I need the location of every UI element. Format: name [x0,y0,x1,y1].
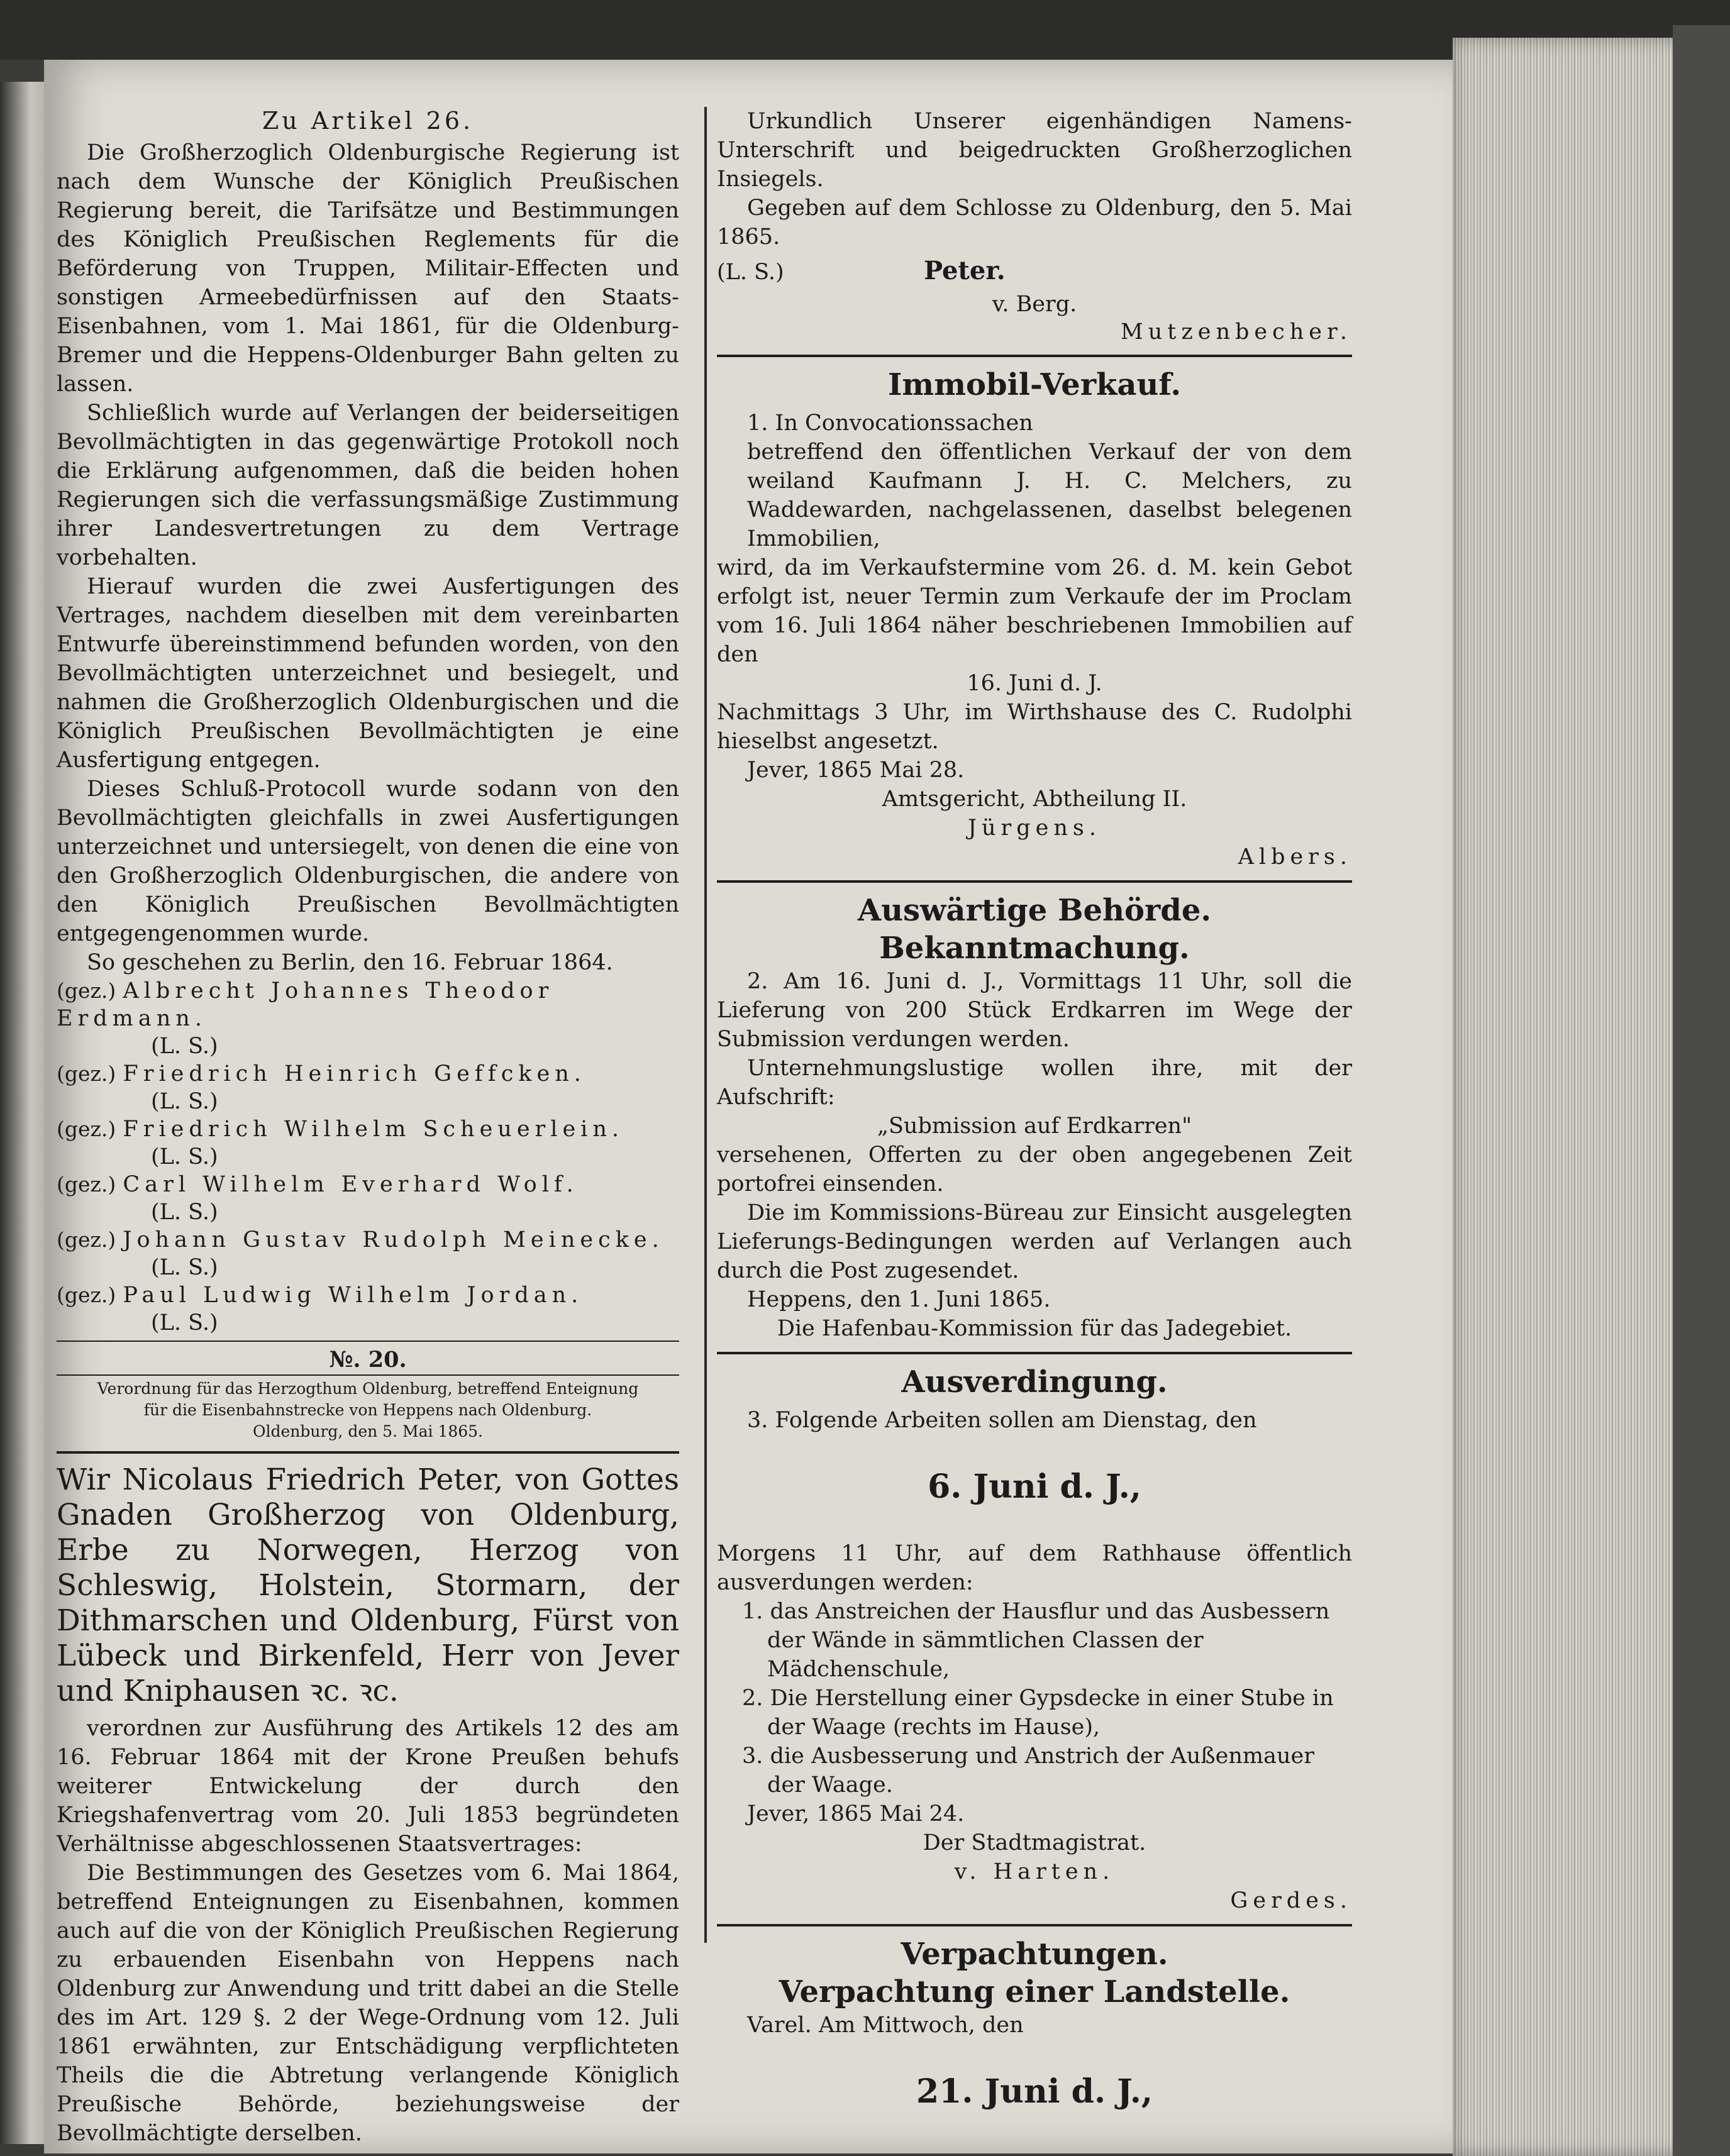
date-line: 21. Juni d. J., [916,2072,1153,2111]
court: Amtsgericht, Abtheilung II. [882,787,1187,812]
paragraph: Gegeben auf dem Schlosse zu Oldenburg, den 5. Mai 1865. [717,196,1352,250]
list-item: 2. Die Herstellung einer Gypsdecke in einer Stube in der Waage (rechts im Hause), [742,1686,1334,1740]
section-heading-auswaertig: Auswärtige Behörde. [857,893,1212,928]
seal: (L. S.) [151,1144,218,1169]
ordinance-date: Oldenburg, den 5. Mai 1865. [252,1422,483,1440]
paragraph: Schließlich wurde auf Verlangen der beiderseitigen Bevollmächtigten in das gegenwärtige Protokoll noch die Erklärung aufgenommen, daß die beiden hohen Regierungen sich die verfassungsmäßige Zustimmung ihrer Landesvertretungen zu dem Vertrage vorbehalten. [57,401,679,570]
section-subheading: Verpachtung einer Landstelle. [779,1974,1290,2010]
signatory: (gez.) Carl Wilhelm Everhard Wolf. [57,1172,579,1197]
signatory: (gez.) Friedrich Wilhelm Scheuerlein. [57,1117,624,1142]
signatory: (gez.) Johann Gustav Rudolph Meinecke. [57,1227,664,1252]
authority: Der Stadtmagistrat. [923,1830,1146,1855]
seal-and-signature [717,252,1352,290]
place-date: Jever, 1865 Mai 28. [747,758,965,783]
section-heading-bekanntmachung: Bekanntmachung. [879,931,1190,966]
seal: (L. S.) [151,1089,218,1114]
paragraph: Dieses Schluß-Protocoll wurde sodann von den Bevollmächtigten gleichfalls in zwei Ausfertigungen unterzeichnet und untersiegelt, von denen die eine von den Großherzoglich Oldenburgischen, die andere von den Königlich Preußischen Bevollmächtigten entgegengenommen wurde. [57,777,679,946]
preamble: Wir Nicolaus Friedrich Peter, von Gottes Gnaden Großherzog von Oldenburg, Erbe zu Norwegen, Herzog von Schleswig, Holstein, Stormarn, der Dithmarschen und Oldenburg, Fürst von Lübeck und Birkenfeld, Herr von Jever und Kniphausen ꝛc. ꝛc. [57,1462,679,1708]
paragraph: versehenen, Offerten zu der oben angegebenen Zeit portofrei einsenden. [717,1142,1352,1197]
seal: (L. S.) [151,1034,218,1059]
seal: (L. S.) [151,1255,218,1280]
left-column [57,107,679,2148]
signature: Gerdes. [1230,1888,1352,1913]
authority: Die Hafenbau-Kommission für das Jadegebiet. [777,1316,1292,1341]
date-line: 16. Juni d. J. [967,671,1102,696]
paragraph: Unternehmungslustige wollen ihre, mit der Aufschrift: [717,1056,1352,1110]
paragraph: 3. Folgende Arbeiten sollen am Dienstag, den [747,1408,1257,1433]
work-list [717,1597,1352,1799]
paragraph: So geschehen zu Berlin, den 16. Februar 1864. [87,950,613,975]
paragraph: Die Bestimmungen des Gesetzes vom 6. Mai 1864, betreffend Enteignungen zu Eisenbahnen, kommen auch auf die von der Königlich Preußischen Regierung zu erbauenden Eisenbahn von Heppens nach Oldenburg zur Anwendung und tritt dabei an die Stelle des im Art. 129 §. 2 der Wege-Ordnung vom 12. Juli 1861 erwähnten, zur Entschädigung verpflichteten Theils die die Abtretung verlangende Königlich Preußische Behörde, beziehungsweise der Bevollmächtigte derselben. [57,1860,679,2146]
paragraph: Morgens 11 Uhr, auf dem Rathhause öffentlich ausverdungen werden: [717,1541,1352,1595]
ordinance-summary: Verordnung für das Herzogthum Oldenburg, betreffend Enteignung [97,1379,639,1398]
divider [57,1341,679,1342]
seal: (L. S.) [151,1200,218,1225]
divider [717,355,1352,357]
paragraph: Nachmittags 3 Uhr, im Wirthshause des C. Rudolphi hieselbst angesetzt. [717,700,1352,754]
ordinance-number: №. 20. [329,1347,407,1373]
section-heading-immobil: Immobil-Verkauf. [887,367,1182,402]
paragraph: verordnen zur Ausführung des Artikels 12 des am 16. Februar 1864 mit der Krone Preußen behufs weiterer Entwickelung der durch den Kriegshafenvertrag vom 20. Juli 1853 begründeten Verhältnisse abgeschlossenen Staatsvertrages: [57,1716,679,1857]
article-heading: Zu Artikel 26. [262,107,474,135]
divider [717,1924,1352,1927]
list-item: 3. die Ausbesserung und Anstrich der Außenmauer der Waage. [742,1744,1314,1798]
signature-block [57,977,679,1337]
section-heading-verpachtungen: Verpachtungen. [901,1937,1168,1972]
signatory: (gez.) Albrecht Johannes Theodor Erdmann. [57,978,554,1031]
column-divider [704,107,707,1943]
paragraph: Hierauf wurden die zwei Ausfertigungen des Vertrages, nachdem dieselben mit dem vereinbarten Entwurfe übereinstimmend befunden worden, von den Bevollmächtigten unterzeichnet und besiegelt, und nahmen die Großherzoglich Oldenburgischen und die Königlich Preußischen Bevollmächtigten je eine Ausfertigung entgegen. [57,574,679,773]
signature-berg: v. Berg. [992,292,1077,317]
right-column [717,107,1352,2144]
signature-mutzenbecher: Mutzenbecher. [1120,319,1352,345]
signature: Albers. [1238,844,1352,870]
place-date: Jever, 1865 Mai 24. [747,1801,965,1827]
divider [57,1374,679,1376]
paragraph: Die im Kommissions-Büreau zur Einsicht ausgelegten Lieferungs-Bedingungen werden auf Verlangen auch durch die Post zugesendet. [717,1200,1352,1283]
book-cover-edge [1673,25,1730,2156]
date-line: 6. Juni d. J., [928,1468,1141,1506]
paragraph: wird, da im Verkaufstermine vom 26. d. M. kein Gebot erfolgt ist, neuer Termin zum Verkaufe der im Proclam vom 16. Juli 1864 näher beschriebenen Immobilien auf den [717,555,1352,667]
signature: v. Harten. [954,1859,1115,1884]
quote: „Submission auf Erdkarren" [877,1114,1192,1139]
paragraph: betreffend den öffentlichen Verkauf der von dem weiland Kaufmann J. H. C. Melchers, zu Waddewarden, nachgelassenen, daselbst belegenen Immobilien, [747,439,1352,551]
paragraph: Urkundlich Unserer eigenhändigen Namens-Unterschrift und beigedruckten Großherzoglichen Insiegels. [717,109,1352,192]
paragraph: 2. Am 16. Juni d. J., Vormittags 11 Uhr, soll die Lieferung von 200 Stück Erdkarren im Wege der Submission verdungen werden. [717,969,1352,1052]
paragraph: Varel. Am Mittwoch, den [747,2013,1024,2038]
item-title: 1. In Convocationssachen [747,411,1033,436]
place-date: Heppens, den 1. Juni 1865. [747,1287,1051,1312]
divider [717,1352,1352,1354]
divider [57,1451,679,1454]
divider [717,880,1352,883]
section-heading-ausverdingung: Ausverdingung. [901,1364,1168,1400]
signature-peter: Peter. [923,256,1006,285]
list-item: 1. das Anstreichen der Hausflur und das Ausbessern der Wände in sämmtlichen Classen der Mädchenschule, [742,1599,1330,1682]
signatory: (gez.) Paul Ludwig Wilhelm Jordan. [57,1283,584,1308]
seal: (L. S.) [151,1310,218,1335]
seal: (L. S.) [717,260,784,285]
signature: Jürgens. [967,815,1102,841]
paragraph: Die Großherzoglich Oldenburgische Regierung ist nach dem Wunsche der Königlich Preußischen Regierung bereit, die Tarifsätze und Bestimmungen des Königlich Preußischen Reglements für die Beförderung von Truppen, Militair-Effecten und sonstigen Armeebedürfnissen auf den Staats-Eisenbahnen, vom 1. Mai 1861, für die Oldenburg-Bremer und die Heppens-Oldenburger Bahn gelten zu lassen. [57,140,679,397]
signatory: (gez.) Friedrich Heinrich Geffcken. [57,1061,586,1086]
previous-page-edge [0,82,44,2144]
ordinance-summary: für die Eisenbahnstrecke von Heppens nach Oldenburg. [143,1401,592,1419]
